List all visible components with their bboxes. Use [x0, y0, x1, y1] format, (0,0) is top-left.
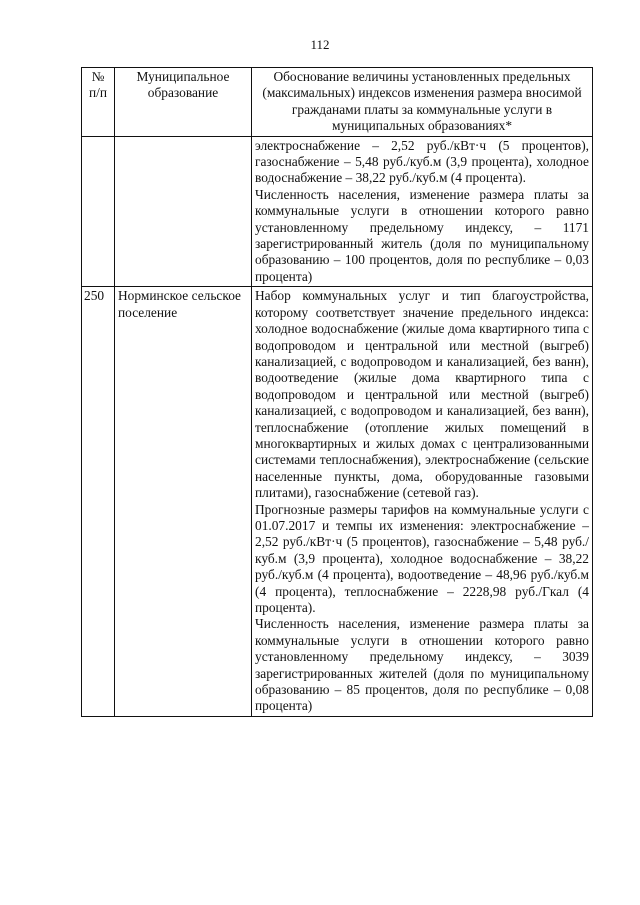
header-basis: Обоснование величины установленных предельных (максимальных) индексов изменения размера вносимой гражданами платы за коммунальные услуги в муниципальных образованиях* — [252, 68, 593, 137]
page-number: 112 — [310, 37, 330, 52]
basis-paragraph: Численность населения, изменение размера платы за коммунальные услуги в отношении которого равно установленному предельному индексу, – 1171 зарегистрированный житель (доля по муниципальному образованию – 100 процентов, доля по республике – 0,03 процента) — [255, 186, 589, 284]
row-number — [82, 136, 115, 287]
table-row — [82, 287, 593, 717]
basis-paragraph: Численность населения, изменение размера платы за коммунальные услуги в отношении которого равно установленному предельному индексу, – 3039 зарегистрированных жителей (доля по муниципальному образованию – 85 процентов, доля по республике – 0,08 процента) — [255, 616, 589, 714]
header-number: № п/п — [82, 68, 115, 137]
row-basis — [252, 287, 593, 717]
row-municipality: Норминское сельское поселение — [115, 287, 252, 717]
basis-paragraph: Прогнозные размеры тарифов на коммунальные услуги с 01.07.2017 и темпы их изменения: электроснабжение – 2,52 руб./кВт·ч (5 процентов), газоснабжение – 5,48 руб./куб.м (3,9 процента), холодное водоснабжение – 38,22 руб./куб.м (4 процента), водоотведение – 48,96 руб./куб.м (4 процента), теплоснабжение – 2228,98 руб./Гкал (4 процента). — [255, 501, 589, 615]
table-row — [82, 136, 593, 287]
row-number: 250 — [82, 287, 115, 717]
indices-table — [81, 67, 593, 717]
table-header-row — [82, 68, 593, 137]
row-municipality — [115, 136, 252, 287]
header-municipality: Муниципальное образование — [115, 68, 252, 137]
row-basis — [252, 136, 593, 287]
basis-paragraph: Набор коммунальных услуг и тип благоустройства, которому соответствует значение предельного индекса: холодное водоснабжение (жилые дома квартирного типа с водопроводом и центральной или местной (выгреб) канализацией, с водопроводом и канализацией, без ванн), водоотведение (жилые дома квартирного типа с водопроводом и центральной или местной (выгреб) канализацией, с водопроводом и канализацией, без ванн), теплоснабжение (отопление жилых помещений в многоквартирных и жилых домах с централизованными системами теплоснабжения), электроснабжение (сельские населенные пункты, дома, оборудованные газовыми плитами), газоснабжение (сетевой газ). — [255, 288, 589, 501]
basis-paragraph: электроснабжение – 2,52 руб./кВт·ч (5 процентов), газоснабжение – 5,48 руб./куб.м (3,9 процента), холодное водоснабжение – 38,22 руб./куб.м (4 процента). — [255, 137, 589, 186]
